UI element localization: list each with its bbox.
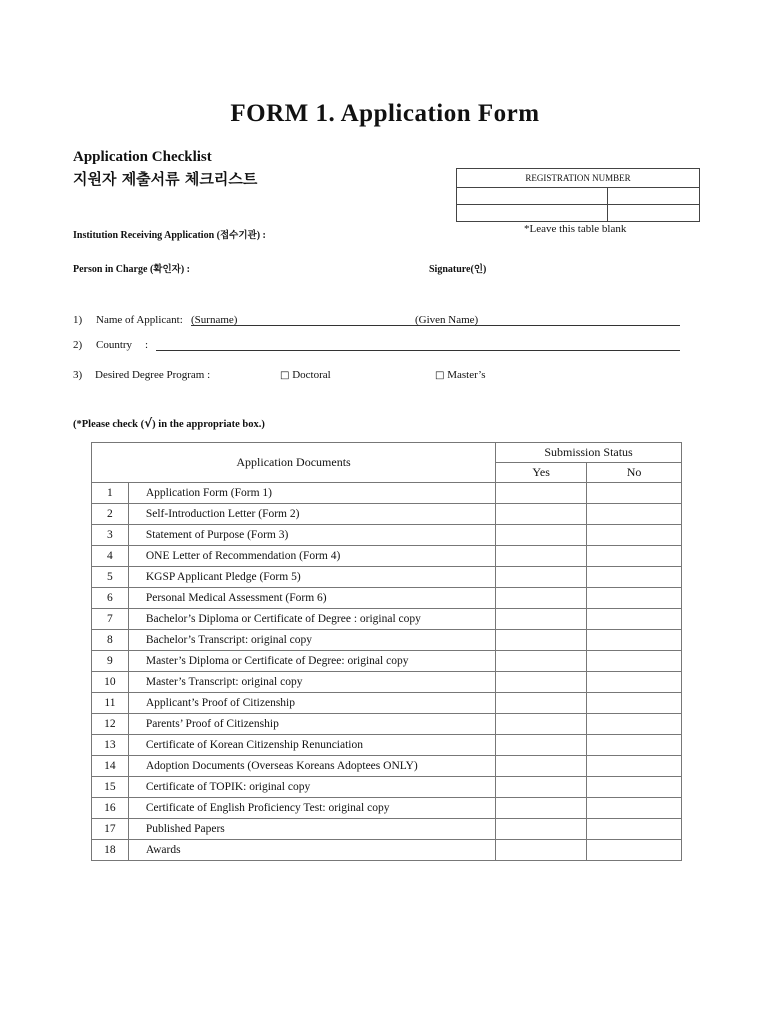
no-checkbox-cell[interactable] bbox=[587, 693, 682, 714]
row-number: 4 bbox=[92, 546, 129, 567]
yes-checkbox-cell[interactable] bbox=[496, 735, 587, 756]
yes-checkbox-cell[interactable] bbox=[496, 483, 587, 504]
yes-checkbox-cell[interactable] bbox=[496, 777, 587, 798]
registration-cell-3[interactable] bbox=[457, 205, 608, 222]
row-number: 17 bbox=[92, 819, 129, 840]
table-row bbox=[92, 819, 682, 840]
signature-label: Signature(인) bbox=[429, 264, 487, 275]
country-colon: : bbox=[145, 339, 149, 351]
table-row bbox=[92, 630, 682, 651]
institution-label: Institution Receiving Application (접수기관) : bbox=[73, 230, 266, 241]
document-name: Application Form (Form 1) bbox=[128, 483, 495, 504]
no-checkbox-cell[interactable] bbox=[587, 483, 682, 504]
given-name-label: (Given Name) bbox=[415, 314, 479, 326]
checkmark-icon: √ bbox=[144, 416, 153, 430]
registration-cell-1[interactable] bbox=[457, 188, 608, 205]
country-label: Country bbox=[96, 339, 133, 351]
registration-number-header: REGISTRATION NUMBER bbox=[457, 169, 700, 188]
table-row bbox=[92, 798, 682, 819]
checkbox-icon[interactable]: □ bbox=[435, 370, 445, 381]
yes-checkbox-cell[interactable] bbox=[496, 651, 587, 672]
document-name: Master’s Transcript: original copy bbox=[128, 672, 495, 693]
documents-table bbox=[91, 442, 682, 861]
yes-checkbox-cell[interactable] bbox=[496, 525, 587, 546]
table-row bbox=[92, 651, 682, 672]
no-checkbox-cell[interactable] bbox=[587, 525, 682, 546]
table-row bbox=[92, 735, 682, 756]
yes-checkbox-cell[interactable] bbox=[496, 819, 587, 840]
row-number: 7 bbox=[92, 609, 129, 630]
person-in-charge-label: Person in Charge (확인자) : bbox=[73, 264, 190, 275]
header-application-documents: Application Documents bbox=[92, 443, 496, 483]
degree-number: 3) bbox=[73, 369, 83, 381]
header-submission-status: Submission Status bbox=[496, 443, 682, 463]
no-checkbox-cell[interactable] bbox=[587, 546, 682, 567]
yes-checkbox-cell[interactable] bbox=[496, 588, 587, 609]
no-checkbox-cell[interactable] bbox=[587, 567, 682, 588]
document-name: Parents’ Proof of Citizenship bbox=[128, 714, 495, 735]
no-checkbox-cell[interactable] bbox=[587, 672, 682, 693]
table-row bbox=[92, 777, 682, 798]
no-checkbox-cell[interactable] bbox=[587, 777, 682, 798]
table-row bbox=[92, 483, 682, 504]
checkbox-icon[interactable]: □ bbox=[280, 370, 290, 381]
row-number: 10 bbox=[92, 672, 129, 693]
document-name: Adoption Documents (Overseas Koreans Adoptees ONLY) bbox=[128, 756, 495, 777]
document-name: Published Papers bbox=[128, 819, 495, 840]
table-row bbox=[92, 672, 682, 693]
yes-checkbox-cell[interactable] bbox=[496, 672, 587, 693]
yes-checkbox-cell[interactable] bbox=[496, 567, 587, 588]
no-checkbox-cell[interactable] bbox=[587, 651, 682, 672]
row-number: 8 bbox=[92, 630, 129, 651]
document-name: Master’s Diploma or Certificate of Degree: original copy bbox=[128, 651, 495, 672]
row-number: 5 bbox=[92, 567, 129, 588]
registration-note: *Leave this table blank bbox=[524, 223, 627, 235]
masters-option[interactable]: □ Master’s bbox=[435, 369, 486, 381]
degree-program-label: Desired Degree Program : bbox=[95, 369, 211, 381]
document-name: Personal Medical Assessment (Form 6) bbox=[128, 588, 495, 609]
country-number: 2) bbox=[73, 339, 83, 351]
registration-number-table bbox=[456, 168, 700, 222]
document-name: Statement of Purpose (Form 3) bbox=[128, 525, 495, 546]
row-number: 15 bbox=[92, 777, 129, 798]
table-row bbox=[92, 567, 682, 588]
table-row bbox=[92, 609, 682, 630]
document-name: Certificate of English Proficiency Test: original copy bbox=[128, 798, 495, 819]
yes-checkbox-cell[interactable] bbox=[496, 756, 587, 777]
row-number: 3 bbox=[92, 525, 129, 546]
yes-checkbox-cell[interactable] bbox=[496, 504, 587, 525]
no-checkbox-cell[interactable] bbox=[587, 588, 682, 609]
document-name: Certificate of Korean Citizenship Renunciation bbox=[128, 735, 495, 756]
row-number: 2 bbox=[92, 504, 129, 525]
table-row bbox=[92, 588, 682, 609]
yes-checkbox-cell[interactable] bbox=[496, 798, 587, 819]
yes-checkbox-cell[interactable] bbox=[496, 714, 587, 735]
table-row bbox=[92, 840, 682, 861]
checklist-heading-en: Application Checklist bbox=[73, 149, 212, 165]
document-name: KGSP Applicant Pledge (Form 5) bbox=[128, 567, 495, 588]
surname-label: (Surname) bbox=[191, 314, 238, 326]
document-name: ONE Letter of Recommendation (Form 4) bbox=[128, 546, 495, 567]
table-row bbox=[92, 756, 682, 777]
yes-checkbox-cell[interactable] bbox=[496, 840, 587, 861]
row-number: 12 bbox=[92, 714, 129, 735]
no-checkbox-cell[interactable] bbox=[587, 714, 682, 735]
no-checkbox-cell[interactable] bbox=[587, 630, 682, 651]
header-yes: Yes bbox=[496, 463, 587, 483]
document-name: Awards bbox=[128, 840, 495, 861]
table-row bbox=[92, 525, 682, 546]
country-field[interactable] bbox=[156, 350, 680, 351]
document-name: Bachelor’s Transcript: original copy bbox=[128, 630, 495, 651]
table-row bbox=[92, 693, 682, 714]
no-checkbox-cell[interactable] bbox=[587, 840, 682, 861]
row-number: 1 bbox=[92, 483, 129, 504]
row-number: 6 bbox=[92, 588, 129, 609]
header-no: No bbox=[587, 463, 682, 483]
yes-checkbox-cell[interactable] bbox=[496, 693, 587, 714]
document-name: Bachelor’s Diploma or Certificate of Degree : original copy bbox=[128, 609, 495, 630]
yes-checkbox-cell[interactable] bbox=[496, 609, 587, 630]
table-row bbox=[92, 714, 682, 735]
doctoral-option[interactable]: □ Doctoral bbox=[280, 369, 331, 381]
no-checkbox-cell[interactable] bbox=[587, 735, 682, 756]
row-number: 11 bbox=[92, 693, 129, 714]
name-of-applicant-label: Name of Applicant: bbox=[96, 314, 183, 326]
no-checkbox-cell[interactable] bbox=[587, 756, 682, 777]
document-name: Self-Introduction Letter (Form 2) bbox=[128, 504, 495, 525]
no-checkbox-cell[interactable] bbox=[587, 504, 682, 525]
row-number: 9 bbox=[92, 651, 129, 672]
no-checkbox-cell[interactable] bbox=[587, 798, 682, 819]
row-number: 13 bbox=[92, 735, 129, 756]
registration-cell-2[interactable] bbox=[608, 188, 700, 205]
document-name: Certificate of TOPIK: original copy bbox=[128, 777, 495, 798]
check-instruction: (*Please check (√) in the appropriate box.) bbox=[73, 416, 265, 430]
name-number: 1) bbox=[73, 314, 83, 326]
row-number: 14 bbox=[92, 756, 129, 777]
no-checkbox-cell[interactable] bbox=[587, 609, 682, 630]
documents-table-body bbox=[92, 483, 682, 861]
checklist-heading-ko: 지원자 제출서류 체크리스트 bbox=[73, 170, 258, 188]
row-number: 18 bbox=[92, 840, 129, 861]
no-checkbox-cell[interactable] bbox=[587, 819, 682, 840]
registration-cell-4[interactable] bbox=[608, 205, 700, 222]
document-name: Applicant’s Proof of Citizenship bbox=[128, 693, 495, 714]
page-title: FORM 1. Application Form bbox=[230, 100, 540, 127]
yes-checkbox-cell[interactable] bbox=[496, 630, 587, 651]
yes-checkbox-cell[interactable] bbox=[496, 546, 587, 567]
table-row bbox=[92, 504, 682, 525]
table-row bbox=[92, 546, 682, 567]
row-number: 16 bbox=[92, 798, 129, 819]
